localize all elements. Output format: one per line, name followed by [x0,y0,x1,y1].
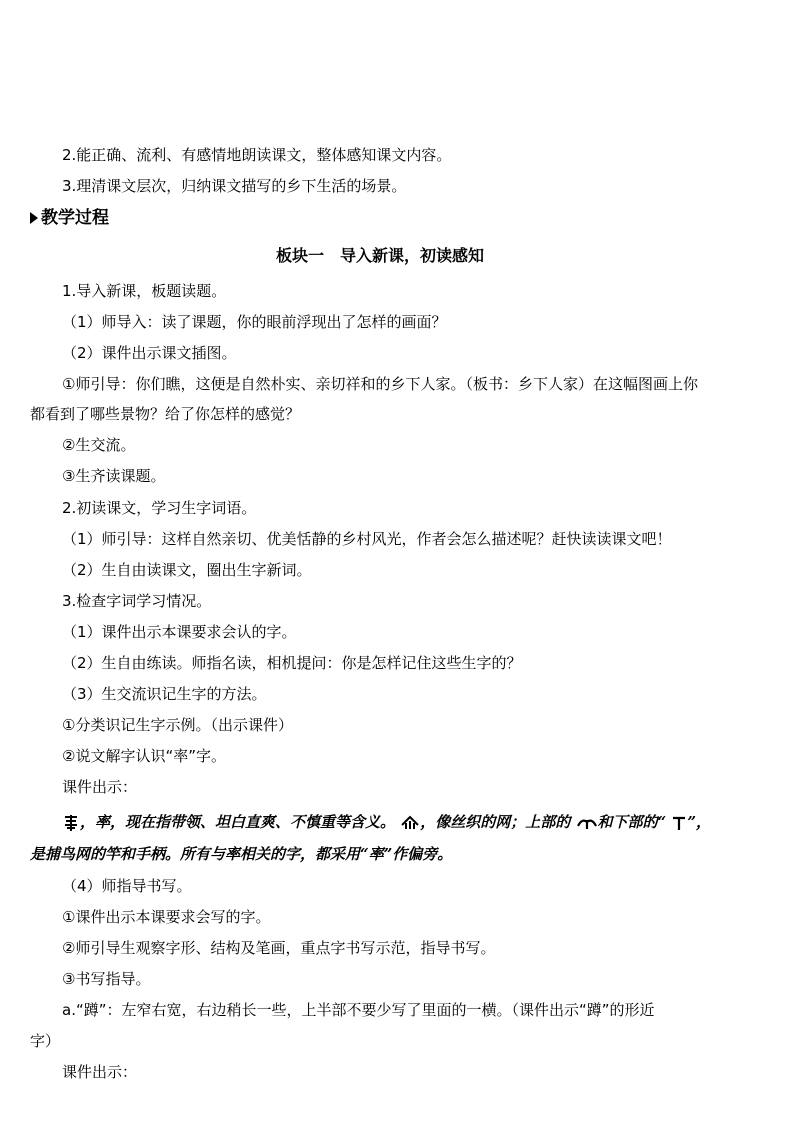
step-3-4-b: ②师引导生观察字形、结构及笔画，重点字书写示范，指导书写。 [62,939,496,957]
step-2-1: （1）师引导：这样自然亲切、优美恬静的乡村风光，作者会怎么描述呢？赶快读读课文吧！ [62,530,672,548]
upper-part-glyph-icon [576,816,598,830]
step-3-4-a: ①课件出示本课要求会写的字。 [62,908,271,926]
section-title: 板块一 导入新课，初读感知 [276,246,485,265]
step-2-2: （2）生自由读课文，圈出生字新词。 [62,561,312,579]
step-1: 1.导入新课，板题读题。 [62,282,227,300]
courseware-label-1: 课件出示： [62,778,138,796]
courseware-script-line-1 [62,812,711,832]
triangle-bullet-icon [30,212,38,224]
step-3-3-a: ①分类识记生字示例。（出示课件） [62,716,293,734]
script-text-1c: 和下部的“ [597,813,667,831]
step-2: 2.初读课文，学习生字词语。 [62,499,257,517]
process-heading [30,208,109,228]
step-1-2-b: ②生交流。 [62,436,136,454]
courseware-script-line-2: 是捕鸟网的竿和手柄。所有与率相关的字，都采用“率”作偏旁。 [30,845,453,863]
script-text-1b: ，像丝织的网；上部的 [420,813,571,831]
courseware-label-2: 课件出示： [62,1063,138,1081]
step-3-2: （2）生自由练读。师指名读，相机提问：你是怎样记住这些生字的？ [62,654,522,672]
ancient-lv-glyph-icon [62,814,80,832]
script-text-1a: ，率，现在指带领、坦白直爽、不慎重等含义。 [80,813,396,831]
step-3-3-b: ②说文解字认识“率”字。 [62,747,226,765]
objective-3: 3.理清课文层次，归纳课文描写的乡下生活的场景。 [62,177,407,195]
script-text-1d: ”， [687,813,712,831]
step-3: 3.检查字词学习情况。 [62,592,212,610]
writing-guide-a-cont: 字） [30,1032,61,1050]
writing-guide-a: a.“蹲”：左窄右宽，右边稍长一些，上半部不要少写了里面的一横。（课件出示“蹲”的形近 [62,1001,655,1019]
step-1-1: （1）师导入：读了课题，你的眼前浮现出了怎样的画面？ [62,313,447,331]
step-3-4-c: ③书写指导。 [62,970,151,988]
step-3-1: （1）课件出示本课要求会认的字。 [62,623,297,641]
objective-2: 2.能正确、流利、有感情地朗读课文，整体感知课文内容。 [62,146,452,164]
step-1-2-a-cont: 都看到了哪些景物？给了你怎样的感觉？ [30,405,301,423]
step-1-2: （2）课件出示课文插图。 [62,344,237,362]
lower-part-glyph-icon [671,815,687,831]
step-1-2-c: ③生齐读课题。 [62,467,166,485]
step-1-2-a: ①师引导：你们瞧，这便是自然朴实、亲切祥和的乡下人家。（板书：乡下人家）在这幅图画上你 [62,375,698,393]
process-heading-text: 教学过程 [41,208,109,228]
step-3-3: （3）生交流识记生字的方法。 [62,685,267,703]
step-3-4: （4）师指导书写。 [62,877,192,895]
net-glyph-icon [400,815,420,831]
